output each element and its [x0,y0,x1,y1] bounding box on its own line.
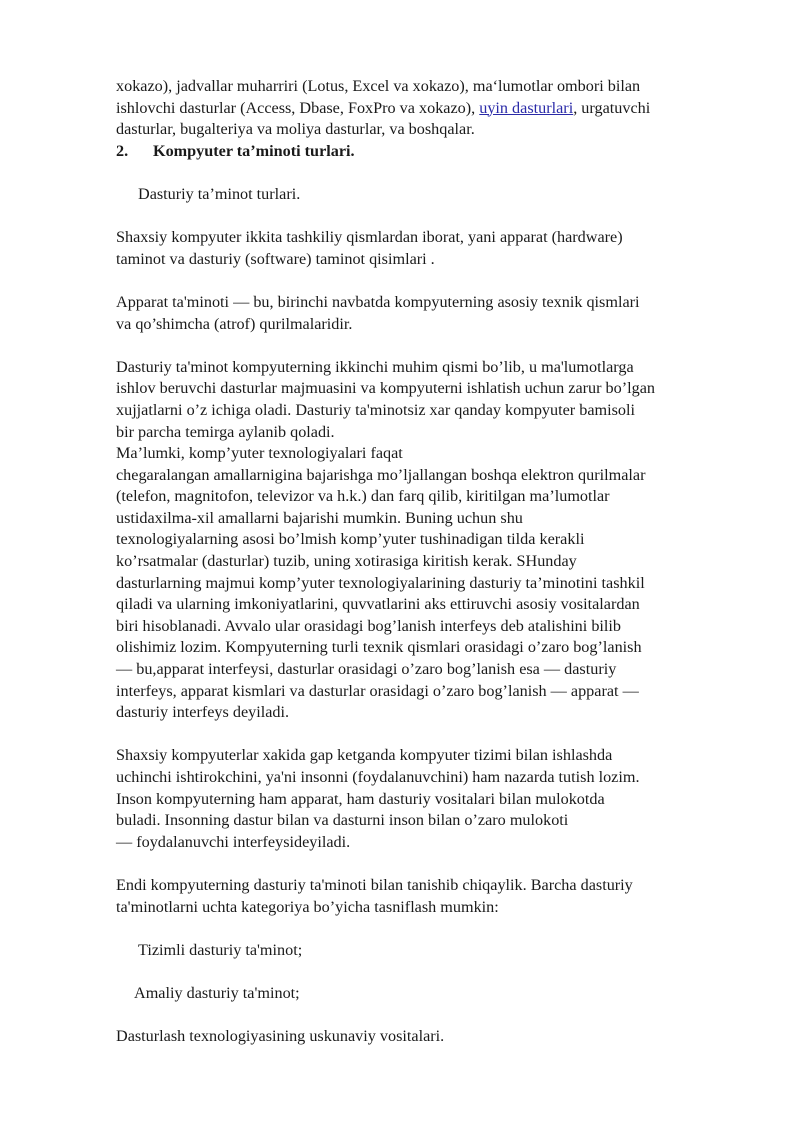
text-line: dasturlarning majmui komp’yuter texnologiyalarining dasturiy ta’minotini tashkil [116,573,645,592]
paragraph-2 [116,292,756,335]
subtitle: Dasturiy ta’minot turlari. [138,184,301,203]
text-line: dasturiy interfeys deyiladi. [116,703,290,722]
section-title: Kompyuter ta’minoti turlari. [153,141,355,160]
text-line: — bu,apparat interfeysi, dasturlar orasidagi o’zaro bog’lanish esa — dasturiy [116,660,617,679]
text-line: dasturlar, bugalteriya va moliya dasturlar, va boshqalar. [116,120,475,139]
text-line: Dasturiy ta'minot kompyuterning ikkinchi muhim qismi bo’lib, u ma'lumotlarga [116,357,634,376]
intro-paragraph [116,76,756,141]
text-line: Inson kompyuterning ham apparat, ham dasturiy vositalari bilan mulokotda [116,789,605,808]
text-line: Apparat ta'minoti — bu, birinchi navbatda kompyuterning asosiy texnik qismlari [116,292,640,311]
document-page [116,76,756,1048]
text-line: Endi kompyuterning dasturiy ta'minoti bilan tanishib chiqaylik. Barcha dasturiy [116,875,633,894]
text-line: olishimiz lozim. Kompyuterning turli texnik qismlari orasidagi o’zaro bog’lanish [116,638,642,657]
text-line: uchinchi ishtirokchini, ya'ni insonni (foydalanuvchini) ham nazarda tutish lozim. [116,768,640,786]
text-line: ta'minotlarni uchta kategoriya bo’yicha tasniflash mumkin: [116,897,499,916]
text-line: xokazo), jadvallar muharriri (Lotus, Excel va xokazo), ma‘lumotlar ombori bilan [116,77,641,95]
text-line: Shaxsiy kompyuterlar xakida gap ketganda kompyuter tizimi bilan ishlashda [116,746,613,765]
paragraph-4 [116,745,756,853]
text-line: buladi. Insonning dastur bilan va dasturni inson bilan o’zaro mulokoti [116,811,569,830]
text-line: xujjatlarni o’z ichiga oladi. Dasturiy ta'minotsiz xar qanday kompyuter bamisoli [116,400,635,419]
text-line: Shaxsiy kompyuter ikkita tashkiliy qismlardan iborat, yani apparat (hardware) [116,228,623,247]
text-line: ishlov beruvchi dasturlar majmuasini va kompyuterni ishlatish uchun zarur bo’lgan [116,379,656,398]
text-line: taminot va dasturiy (software) taminot qisimlari . [116,249,435,268]
text-line [116,98,756,120]
list-item: Tizimli dasturiy ta'minot; [138,940,303,959]
list-item: Amaliy dasturiy ta'minot; [134,983,300,1002]
text-line: chegaralangan amallarnigina bajarishga mo’ljallangan boshqa elektron qurilmalar [116,465,646,484]
section-heading [116,141,756,163]
list-item: Dasturlash texnologiyasining uskunaviy vositalari. [116,1027,445,1046]
text-line: qiladi va ularning imkoniyatlarini, quvvatlarini aks ettiruvchi asosiy vositalardan [116,595,640,614]
games-link[interactable]: uyin dasturlari [479,98,574,117]
text-line: biri hisoblanadi. Avvalo ular orasidagi bog’lanish interfeys deb atalishini bilib [116,616,622,635]
text-line: — foydalanuvchi interfeysideyiladi. [116,832,351,851]
text-fragment: , urgatuvchi [573,98,651,117]
text-line: ustidaxilma-xil amallarni bajarishi mumkin. Buning uchun shu [116,508,523,527]
section-number: 2. [116,141,129,160]
text-line: Ma’lumki, komp’yuter texnologiyalari faqat [116,444,403,463]
paragraph-3 [116,357,756,724]
text-line: va qo’shimcha (atrof) qurilmalaridir. [116,314,353,333]
paragraph-5 [116,875,756,918]
text-line: (telefon, magnitofon, televizor va h.k.) dan farq qilib, kiritilgan ma’lumotlar [116,487,610,506]
text-line: texnologiyalarning asosi bo’lmish komp’yuter tushinadigan tilda kerakli [116,530,585,549]
text-fragment: ishlovchi dasturlar (Access, Dbase, FoxPro va xokazo), [116,98,480,117]
text-line: interfeys, apparat kismlari va dasturlar orasidagi o’zaro bog’lanish — apparat — [116,681,639,700]
paragraph-1 [116,227,756,270]
text-line: ko’rsatmalar (dasturlar) tuzib, uning xotirasiga kiritish kerak. SHunday [116,552,577,571]
text-line: bir parcha temirga aylanib qoladi. [116,422,335,441]
